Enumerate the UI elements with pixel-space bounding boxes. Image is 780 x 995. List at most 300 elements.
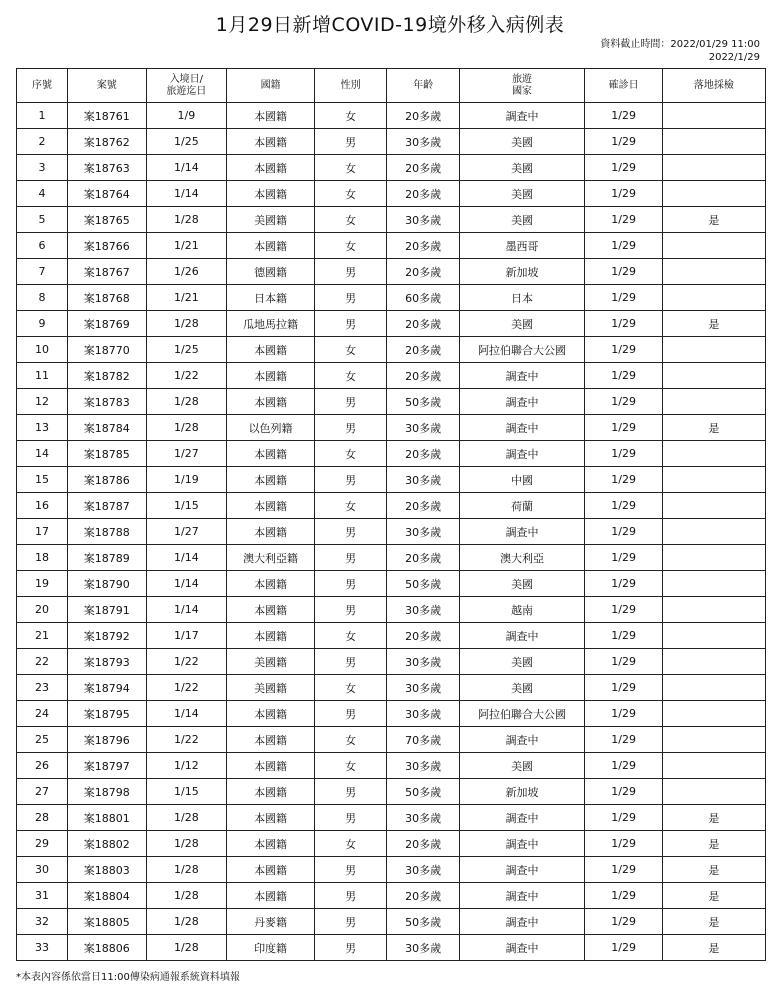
cell-age: 20多歲 [387, 311, 459, 337]
page-title: 1月29日新增COVID-19境外移入病例表 [215, 14, 565, 36]
cell-entry-date: 1/28 [146, 935, 227, 961]
cell-travel-country: 調查中 [459, 909, 585, 935]
cell-entry-date: 1/22 [146, 363, 227, 389]
cell-entry-date: 1/14 [146, 571, 227, 597]
cell-nationality: 本國籍 [227, 779, 315, 805]
cell-age: 50多歲 [387, 571, 459, 597]
cell-landing-sampling [662, 129, 765, 155]
cell-nationality: 本國籍 [227, 441, 315, 467]
cell-sex: 女 [314, 103, 386, 129]
cell-landing-sampling [662, 285, 765, 311]
header-sex: 性別 [314, 69, 386, 103]
cell-landing-sampling [662, 233, 765, 259]
cell-confirm-date: 1/29 [585, 779, 663, 805]
cell-travel-country: 調查中 [459, 519, 585, 545]
cell-seq: 8 [17, 285, 68, 311]
cell-sex: 男 [314, 285, 386, 311]
report-date: 2022/1/29 [708, 52, 760, 63]
cell-confirm-date: 1/29 [585, 155, 663, 181]
cell-seq: 28 [17, 805, 68, 831]
cell-entry-date: 1/28 [146, 857, 227, 883]
cell-case: 案18806 [68, 935, 147, 961]
cell-entry-date: 1/28 [146, 805, 227, 831]
cell-confirm-date: 1/29 [585, 467, 663, 493]
cell-seq: 18 [17, 545, 68, 571]
cell-seq: 17 [17, 519, 68, 545]
cell-confirm-date: 1/29 [585, 727, 663, 753]
table-row [17, 233, 766, 259]
cell-confirm-date: 1/29 [585, 909, 663, 935]
cell-entry-date: 1/14 [146, 155, 227, 181]
cell-sex: 女 [314, 831, 386, 857]
cell-landing-sampling: 是 [662, 415, 765, 441]
cell-age: 30多歲 [387, 467, 459, 493]
cell-nationality: 本國籍 [227, 337, 315, 363]
cell-entry-date: 1/14 [146, 701, 227, 727]
cell-sex: 女 [314, 233, 386, 259]
cell-travel-country: 美國 [459, 181, 585, 207]
cell-entry-date: 1/21 [146, 233, 227, 259]
cell-confirm-date: 1/29 [585, 207, 663, 233]
cell-nationality: 本國籍 [227, 623, 315, 649]
cell-case: 案18804 [68, 883, 147, 909]
cell-sex: 男 [314, 597, 386, 623]
table-row [17, 935, 766, 961]
cell-case: 案18790 [68, 571, 147, 597]
cell-travel-country: 美國 [459, 571, 585, 597]
cell-case: 案18784 [68, 415, 147, 441]
cell-travel-country: 墨西哥 [459, 233, 585, 259]
cutoff-time: 資料截止時間：2022/01/29 11:00 [600, 39, 760, 50]
cell-confirm-date: 1/29 [585, 701, 663, 727]
cell-nationality: 本國籍 [227, 233, 315, 259]
cell-confirm-date: 1/29 [585, 415, 663, 441]
cell-seq: 24 [17, 701, 68, 727]
cell-seq: 2 [17, 129, 68, 155]
header-case: 案號 [68, 69, 147, 103]
cell-confirm-date: 1/29 [585, 571, 663, 597]
cell-sex: 男 [314, 467, 386, 493]
table-row [17, 597, 766, 623]
cell-age: 30多歲 [387, 701, 459, 727]
cell-seq: 23 [17, 675, 68, 701]
cell-case: 案18768 [68, 285, 147, 311]
cell-nationality: 本國籍 [227, 493, 315, 519]
cell-confirm-date: 1/29 [585, 649, 663, 675]
cell-age: 50多歲 [387, 909, 459, 935]
table-row [17, 623, 766, 649]
cell-sex: 男 [314, 415, 386, 441]
cell-sex: 女 [314, 675, 386, 701]
table-row [17, 207, 766, 233]
cell-nationality: 本國籍 [227, 571, 315, 597]
cell-age: 30多歲 [387, 857, 459, 883]
header-travel-line1: 旅遊 [512, 73, 533, 85]
header-confirm-date: 確診日 [585, 69, 663, 103]
cell-age: 20多歲 [387, 103, 459, 129]
cell-confirm-date: 1/29 [585, 753, 663, 779]
cell-travel-country: 調查中 [459, 727, 585, 753]
cell-case: 案18796 [68, 727, 147, 753]
cell-confirm-date: 1/29 [585, 597, 663, 623]
table-row [17, 545, 766, 571]
cell-sex: 女 [314, 727, 386, 753]
cell-entry-date: 1/28 [146, 311, 227, 337]
cell-entry-date: 1/15 [146, 779, 227, 805]
cell-confirm-date: 1/29 [585, 233, 663, 259]
cell-sex: 男 [314, 519, 386, 545]
cell-nationality: 本國籍 [227, 103, 315, 129]
cell-age: 30多歲 [387, 415, 459, 441]
cell-nationality: 本國籍 [227, 701, 315, 727]
cell-case: 案18767 [68, 259, 147, 285]
cell-nationality: 本國籍 [227, 519, 315, 545]
case-table [16, 68, 766, 961]
cell-travel-country: 新加坡 [459, 779, 585, 805]
header-entry-line1: 入境日/ [169, 73, 204, 85]
cell-age: 20多歲 [387, 337, 459, 363]
table-body [17, 103, 766, 961]
cell-travel-country: 調查中 [459, 831, 585, 857]
cell-age: 30多歲 [387, 753, 459, 779]
cell-seq: 33 [17, 935, 68, 961]
cell-nationality: 日本籍 [227, 285, 315, 311]
cell-travel-country: 調查中 [459, 103, 585, 129]
cell-landing-sampling: 是 [662, 935, 765, 961]
cell-nationality: 本國籍 [227, 155, 315, 181]
cell-landing-sampling [662, 363, 765, 389]
cell-confirm-date: 1/29 [585, 389, 663, 415]
cell-sex: 女 [314, 441, 386, 467]
cell-sex: 男 [314, 311, 386, 337]
cell-entry-date: 1/14 [146, 545, 227, 571]
cell-sex: 女 [314, 753, 386, 779]
cell-seq: 22 [17, 649, 68, 675]
cell-landing-sampling [662, 103, 765, 129]
cell-case: 案18805 [68, 909, 147, 935]
cell-case: 案18797 [68, 753, 147, 779]
cell-nationality: 本國籍 [227, 727, 315, 753]
cell-confirm-date: 1/29 [585, 545, 663, 571]
cell-travel-country: 越南 [459, 597, 585, 623]
cell-seq: 10 [17, 337, 68, 363]
cell-sex: 女 [314, 623, 386, 649]
cell-confirm-date: 1/29 [585, 519, 663, 545]
table-row [17, 389, 766, 415]
cell-seq: 27 [17, 779, 68, 805]
table-row [17, 857, 766, 883]
cell-case: 案18791 [68, 597, 147, 623]
cell-seq: 14 [17, 441, 68, 467]
cell-travel-country: 美國 [459, 207, 585, 233]
cell-age: 30多歲 [387, 129, 459, 155]
cell-landing-sampling: 是 [662, 857, 765, 883]
cell-travel-country: 日本 [459, 285, 585, 311]
cell-sex: 女 [314, 155, 386, 181]
cell-nationality: 以色列籍 [227, 415, 315, 441]
table-row [17, 155, 766, 181]
cell-landing-sampling [662, 441, 765, 467]
table-row [17, 727, 766, 753]
cell-entry-date: 1/27 [146, 441, 227, 467]
cell-landing-sampling [662, 493, 765, 519]
cell-confirm-date: 1/29 [585, 129, 663, 155]
cell-age: 70多歲 [387, 727, 459, 753]
cell-confirm-date: 1/29 [585, 311, 663, 337]
cell-landing-sampling [662, 753, 765, 779]
cell-entry-date: 1/25 [146, 337, 227, 363]
cell-entry-date: 1/28 [146, 389, 227, 415]
table-row [17, 909, 766, 935]
cell-case: 案18761 [68, 103, 147, 129]
table-row [17, 649, 766, 675]
cell-confirm-date: 1/29 [585, 883, 663, 909]
cell-landing-sampling [662, 779, 765, 805]
table-row [17, 285, 766, 311]
cell-travel-country: 調查中 [459, 623, 585, 649]
cell-sex: 男 [314, 701, 386, 727]
cell-nationality: 本國籍 [227, 805, 315, 831]
cell-sex: 女 [314, 363, 386, 389]
cell-travel-country: 調查中 [459, 389, 585, 415]
cell-landing-sampling [662, 701, 765, 727]
cell-sex: 男 [314, 909, 386, 935]
cell-entry-date: 1/9 [146, 103, 227, 129]
cell-case: 案18766 [68, 233, 147, 259]
cell-age: 20多歲 [387, 831, 459, 857]
cell-sex: 男 [314, 649, 386, 675]
cell-sex: 女 [314, 207, 386, 233]
table-row [17, 753, 766, 779]
table-row [17, 337, 766, 363]
cell-confirm-date: 1/29 [585, 675, 663, 701]
cell-sex: 男 [314, 545, 386, 571]
cell-case: 案18794 [68, 675, 147, 701]
table-row [17, 467, 766, 493]
cell-confirm-date: 1/29 [585, 337, 663, 363]
cell-age: 20多歲 [387, 363, 459, 389]
cell-case: 案18795 [68, 701, 147, 727]
cell-seq: 29 [17, 831, 68, 857]
cell-age: 20多歲 [387, 883, 459, 909]
cell-travel-country: 美國 [459, 753, 585, 779]
cell-age: 20多歲 [387, 493, 459, 519]
cell-case: 案18764 [68, 181, 147, 207]
cell-entry-date: 1/12 [146, 753, 227, 779]
header-entry-date [146, 69, 227, 103]
cell-sex: 女 [314, 337, 386, 363]
cell-age: 30多歲 [387, 649, 459, 675]
cell-entry-date: 1/28 [146, 883, 227, 909]
cell-nationality: 本國籍 [227, 753, 315, 779]
cell-travel-country: 阿拉伯聯合大公國 [459, 701, 585, 727]
cell-landing-sampling [662, 727, 765, 753]
cell-case: 案18801 [68, 805, 147, 831]
cell-age: 50多歲 [387, 779, 459, 805]
footnote: *本表內容係依當日11:00傳染病通報系統資料填報 [16, 972, 240, 983]
cell-travel-country: 調查中 [459, 805, 585, 831]
cell-sex: 男 [314, 571, 386, 597]
cell-age: 30多歲 [387, 597, 459, 623]
cell-age: 20多歲 [387, 623, 459, 649]
table-row [17, 311, 766, 337]
cell-entry-date: 1/28 [146, 909, 227, 935]
header-age: 年齡 [387, 69, 459, 103]
cell-confirm-date: 1/29 [585, 831, 663, 857]
cell-travel-country: 調查中 [459, 857, 585, 883]
header-nationality: 國籍 [227, 69, 315, 103]
cell-nationality: 丹麥籍 [227, 909, 315, 935]
cell-entry-date: 1/14 [146, 181, 227, 207]
cell-seq: 3 [17, 155, 68, 181]
cell-entry-date: 1/28 [146, 831, 227, 857]
cell-nationality: 本國籍 [227, 389, 315, 415]
cell-seq: 32 [17, 909, 68, 935]
cell-landing-sampling: 是 [662, 311, 765, 337]
cell-nationality: 本國籍 [227, 129, 315, 155]
table-row [17, 363, 766, 389]
cell-case: 案18802 [68, 831, 147, 857]
cell-sex: 男 [314, 805, 386, 831]
table-row [17, 805, 766, 831]
table-row [17, 129, 766, 155]
cell-entry-date: 1/26 [146, 259, 227, 285]
cell-sex: 女 [314, 181, 386, 207]
cell-age: 50多歲 [387, 389, 459, 415]
cell-case: 案18783 [68, 389, 147, 415]
cell-confirm-date: 1/29 [585, 623, 663, 649]
cell-case: 案18798 [68, 779, 147, 805]
cell-confirm-date: 1/29 [585, 363, 663, 389]
cell-travel-country: 調查中 [459, 883, 585, 909]
cell-seq: 31 [17, 883, 68, 909]
cell-landing-sampling [662, 623, 765, 649]
cell-seq: 13 [17, 415, 68, 441]
cell-nationality: 美國籍 [227, 649, 315, 675]
cell-entry-date: 1/17 [146, 623, 227, 649]
cell-nationality: 澳大利亞籍 [227, 545, 315, 571]
cell-seq: 25 [17, 727, 68, 753]
cell-entry-date: 1/19 [146, 467, 227, 493]
cell-age: 20多歲 [387, 155, 459, 181]
cell-travel-country: 調查中 [459, 415, 585, 441]
cell-landing-sampling: 是 [662, 207, 765, 233]
cell-nationality: 美國籍 [227, 207, 315, 233]
cell-entry-date: 1/25 [146, 129, 227, 155]
cell-landing-sampling: 是 [662, 831, 765, 857]
table-row [17, 701, 766, 727]
cell-seq: 4 [17, 181, 68, 207]
cell-sex: 男 [314, 857, 386, 883]
cell-seq: 26 [17, 753, 68, 779]
cell-confirm-date: 1/29 [585, 103, 663, 129]
cell-nationality: 本國籍 [227, 181, 315, 207]
table-row [17, 675, 766, 701]
cell-nationality: 本國籍 [227, 467, 315, 493]
cell-case: 案18762 [68, 129, 147, 155]
cell-case: 案18787 [68, 493, 147, 519]
cell-travel-country: 荷蘭 [459, 493, 585, 519]
cell-seq: 21 [17, 623, 68, 649]
cell-landing-sampling [662, 467, 765, 493]
cell-seq: 20 [17, 597, 68, 623]
cell-travel-country: 調查中 [459, 363, 585, 389]
cell-confirm-date: 1/29 [585, 285, 663, 311]
cell-landing-sampling [662, 389, 765, 415]
cell-sex: 男 [314, 779, 386, 805]
cell-sex: 男 [314, 259, 386, 285]
cell-entry-date: 1/27 [146, 519, 227, 545]
cell-age: 60多歲 [387, 285, 459, 311]
cell-sex: 男 [314, 883, 386, 909]
cell-landing-sampling: 是 [662, 909, 765, 935]
table-row [17, 779, 766, 805]
table-row [17, 519, 766, 545]
cell-case: 案18769 [68, 311, 147, 337]
cell-travel-country: 美國 [459, 649, 585, 675]
cell-case: 案18788 [68, 519, 147, 545]
cell-case: 案18782 [68, 363, 147, 389]
cell-landing-sampling [662, 597, 765, 623]
cell-travel-country: 調查中 [459, 935, 585, 961]
cell-entry-date: 1/22 [146, 727, 227, 753]
cell-entry-date: 1/22 [146, 649, 227, 675]
table-row [17, 831, 766, 857]
cell-travel-country: 澳大利亞 [459, 545, 585, 571]
cell-nationality: 德國籍 [227, 259, 315, 285]
cell-landing-sampling [662, 519, 765, 545]
cell-case: 案18789 [68, 545, 147, 571]
cell-case: 案18770 [68, 337, 147, 363]
table-row [17, 571, 766, 597]
cell-travel-country: 美國 [459, 155, 585, 181]
cell-nationality: 美國籍 [227, 675, 315, 701]
cell-landing-sampling: 是 [662, 883, 765, 909]
table-row [17, 493, 766, 519]
header-seq: 序號 [17, 69, 68, 103]
cell-age: 30多歲 [387, 805, 459, 831]
cell-seq: 9 [17, 311, 68, 337]
cell-landing-sampling [662, 675, 765, 701]
cell-nationality: 本國籍 [227, 597, 315, 623]
cell-case: 案18792 [68, 623, 147, 649]
cell-case: 案18785 [68, 441, 147, 467]
cell-nationality: 本國籍 [227, 857, 315, 883]
cell-landing-sampling [662, 571, 765, 597]
header-travel-line2: 國家 [512, 85, 533, 97]
cell-case: 案18786 [68, 467, 147, 493]
cell-seq: 15 [17, 467, 68, 493]
cell-nationality: 本國籍 [227, 363, 315, 389]
table-row [17, 883, 766, 909]
cell-entry-date: 1/28 [146, 207, 227, 233]
cell-seq: 7 [17, 259, 68, 285]
cell-entry-date: 1/22 [146, 675, 227, 701]
cell-nationality: 瓜地馬拉籍 [227, 311, 315, 337]
cell-sex: 男 [314, 935, 386, 961]
cell-age: 20多歲 [387, 545, 459, 571]
cell-seq: 5 [17, 207, 68, 233]
header-row [17, 69, 766, 103]
table-row [17, 259, 766, 285]
table-row [17, 415, 766, 441]
cell-travel-country: 美國 [459, 675, 585, 701]
cell-sex: 女 [314, 493, 386, 519]
cell-case: 案18793 [68, 649, 147, 675]
cell-nationality: 本國籍 [227, 883, 315, 909]
cell-confirm-date: 1/29 [585, 259, 663, 285]
header-landing-sampling: 落地採檢 [662, 69, 765, 103]
